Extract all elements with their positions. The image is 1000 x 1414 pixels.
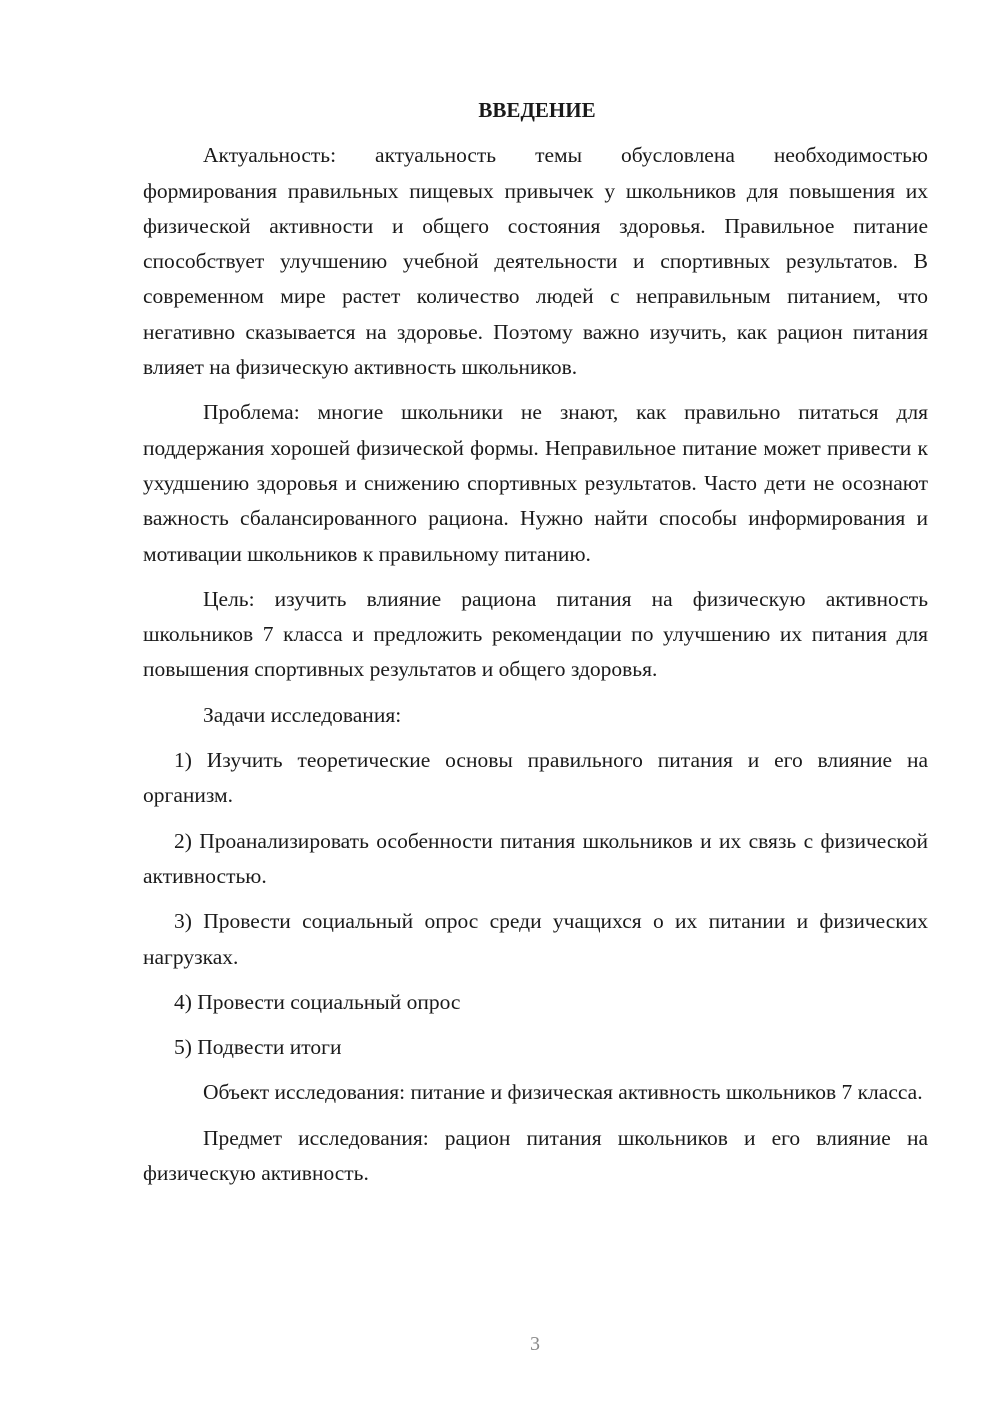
task-item-3: 3) Провести социальный опрос среди учащихся о их питании и физических нагрузках.	[143, 909, 928, 969]
subject-paragraph: Предмет исследования: рацион питания школьников и его влияние на физическую активность.	[143, 1125, 928, 1186]
problem-paragraph: Проблема: многие школьники не знают, как правильно питаться для поддержания хорошей физической формы. Неправильное питание может привести к ухудшению здоровья и снижению спортивных результатов. Часто дети не осознают важность сбалансированного рациона. Нужно найти способы информирования и мотивации школьников к правильному питанию.	[143, 400, 928, 566]
task-item-5: 5) Подвести итоги	[174, 1035, 342, 1060]
page-content	[143, 93, 928, 1201]
relevance-paragraph: Актуальность: актуальность темы обусловлена необходимостью формирования правильных пищевых привычек у школьников для повышения их физической активности и общего состояния здоровья. Правильное питание способствует улучшению учебной деятельности и спортивных результатов. В современном мире растет количество людей с неправильным питанием, что негативно сказывается на здоровье. Поэтому важно изучить, как рацион питания влияет на физическую активность школьников.	[143, 143, 928, 380]
task-item-1: 1) Изучить теоретические основы правильного питания и его влияние на организм.	[143, 748, 928, 808]
goal-paragraph: Цель: изучить влияние рациона питания на физическую активность школьников 7 класса и предложить рекомендации по улучшению их питания для повышения спортивных результатов и общего здоровья.	[143, 586, 928, 682]
tasks-heading: Задачи исследования:	[203, 702, 402, 727]
page-title: ВВЕДЕНИЕ	[478, 98, 596, 122]
task-item-2: 2) Проанализировать особенности питания школьников и их связь с физической активностью.	[143, 828, 928, 888]
page-number: 3	[530, 1333, 540, 1355]
object-paragraph: Объект исследования: питание и физическая активность школьников 7 класса.	[203, 1080, 923, 1105]
task-item-4: 4) Провести социальный опрос	[174, 989, 461, 1014]
